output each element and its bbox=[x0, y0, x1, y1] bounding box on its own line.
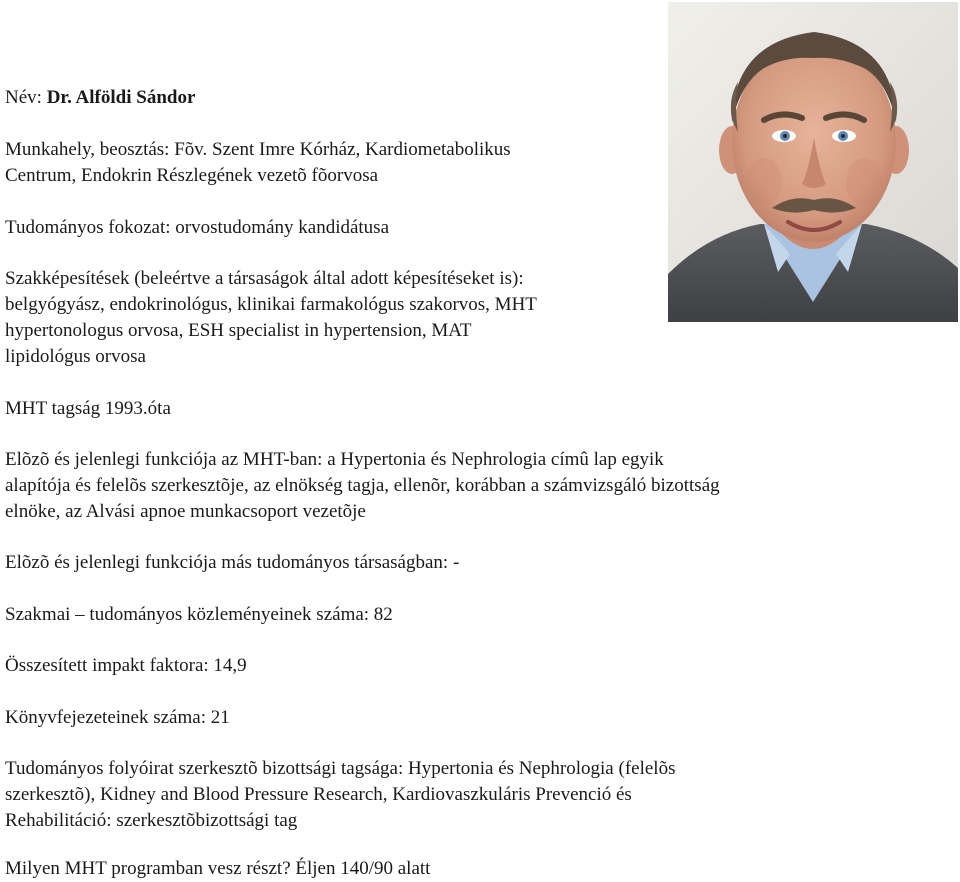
chapters-line: Könyvfejezeteinek száma: 21 bbox=[5, 707, 230, 728]
editorial-line-1: Tudományos folyóirat szerkesztõ bizottsági tagsága: Hypertonia és Nephrologia (felelõs bbox=[5, 758, 676, 779]
name-line bbox=[5, 85, 195, 111]
degree-line: Tudományos fokozat: orvostudomány kandidátusa bbox=[5, 217, 390, 238]
specializations-line-3: hypertonologus orvosa, ESH specialist in hypertension, MAT bbox=[5, 320, 472, 341]
workplace-line-1: Munkahely, beosztás: Fõv. Szent Imre Kórház, Kardiometabolikus bbox=[5, 139, 511, 160]
mht-functions-line-1: Elõzõ és jelenlegi funkciója az MHT-ban: a Hypertonia és Nephrologia címû lap egyik bbox=[5, 449, 664, 470]
portrait-photo bbox=[668, 2, 958, 322]
publications-line: Szakmai – tudományos közleményeinek száma: 82 bbox=[5, 604, 393, 625]
editorial-line-3: Rehabilitáció: szerkesztõbizottsági tag bbox=[5, 810, 298, 831]
mht-functions-line-3: elnöke, az Alvási apnoe munkacsoport vezetõje bbox=[5, 501, 366, 522]
specializations-line-2: belgyógyász, endokrinológus, klinikai farmakológus szakorvos, MHT bbox=[5, 294, 537, 315]
specializations-line-1: Szakképesítések (beleértve a társaságok által adott képesítéseket is): bbox=[5, 268, 524, 289]
membership-line: MHT tagság 1993.óta bbox=[5, 398, 171, 419]
program-line: Milyen MHT programban vesz részt? Éljen 140/90 alatt bbox=[5, 858, 431, 879]
workplace-line-2: Centrum, Endokrin Részlegének vezetõ fõorvosa bbox=[5, 165, 379, 186]
specializations-line-4: lipidológus orvosa bbox=[5, 346, 146, 367]
name-label: Név: bbox=[5, 87, 42, 108]
other-functions-line: Elõzõ és jelenlegi funkciója más tudományos társaságban: - bbox=[5, 552, 460, 573]
person-name: Dr. Alföldi Sándor bbox=[46, 87, 196, 108]
mht-functions-line-2: alapítója és felelõs szerkesztõje, az elnökség tagja, ellenõr, korábban a számvizsgáló bizottság bbox=[5, 475, 720, 496]
editorial-line-2: szerkesztõ), Kidney and Blood Pressure Research, Kardiovaszkuláris Prevenció és bbox=[5, 784, 632, 805]
impact-line: Összesített impakt faktora: 14,9 bbox=[5, 655, 247, 676]
